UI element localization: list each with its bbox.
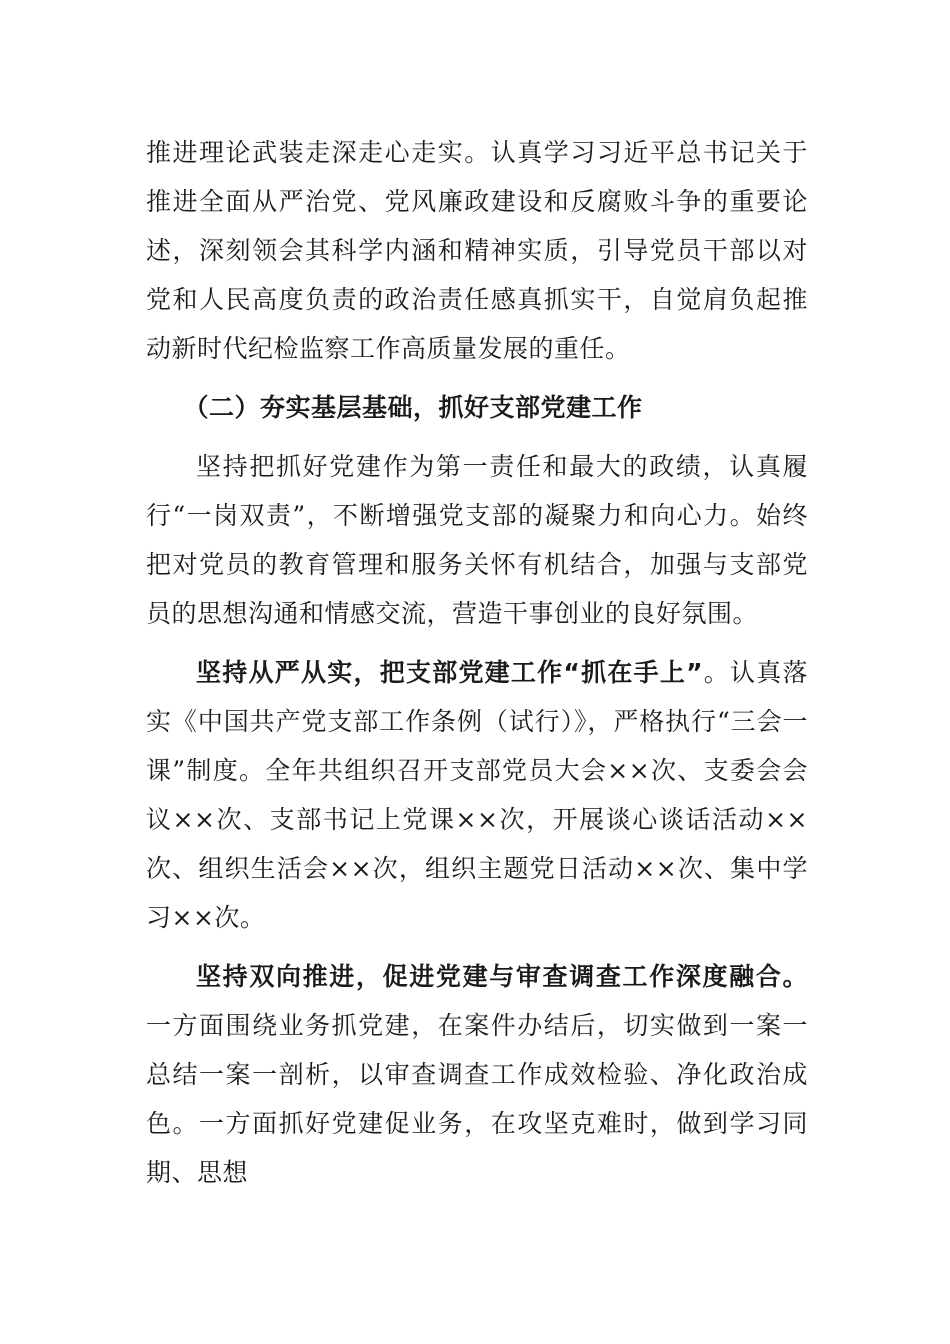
- section-heading: （二）夯实基层基础，抓好支部党建工作: [183, 393, 643, 422]
- paragraph-body-text: 。认真落实《中国共产党支部工作条例（试行）》，严格执行“三会一课”制度。全年共组织召开支部党员大会××次、支委会会议××次、支部书记上党课××次，开展谈心谈话活动××次、组织生活会××次，组织主题党日活动××次、集中学习××次。: [146, 658, 808, 932]
- paragraph-lead-text: 坚持双向推进，促进党建与审查调查工作深度融合。: [196, 962, 808, 991]
- paragraph-party-building: 坚持把抓好党建作为第一责任和最大的政绩，认真履行“一岗双责”，不断增强党支部的凝聚力和向心力。始终把对党员的教育管理和服务关怀有机结合，加强与支部党员的思想沟通和情感交流，营造干事创业的良好氛围。: [146, 452, 808, 628]
- spacer: [146, 373, 808, 383]
- spacer: [146, 942, 808, 952]
- paragraph-lead-text: 坚持从严从实，把支部党建工作“抓在手上”: [196, 658, 703, 687]
- paragraph-two-way-promotion: [146, 952, 808, 1197]
- spacer: [146, 432, 808, 442]
- spacer: [146, 638, 808, 648]
- paragraph-theory-study: 推进理论武装走深走心走实。认真学习习近平总书记关于推进全面从严治党、党风廉政建设和反腐败斗争的重要论述，深刻领会其科学内涵和精神实质，引导党员干部以对党和人民高度负责的政治责任感真抓实干，自觉肩负起推动新时代纪检监察工作高质量发展的重任。: [146, 138, 808, 363]
- paragraph-body-text: 一方面围绕业务抓党建，在案件办结后，切实做到一案一总结一案一剖析，以审查调查工作成效检验、净化政治成色。一方面抓好党建促业务，在攻坚克难时，做到学习同期、思想: [146, 1011, 808, 1187]
- paragraph-strict-practice: [146, 648, 808, 942]
- document-body: [146, 128, 808, 1197]
